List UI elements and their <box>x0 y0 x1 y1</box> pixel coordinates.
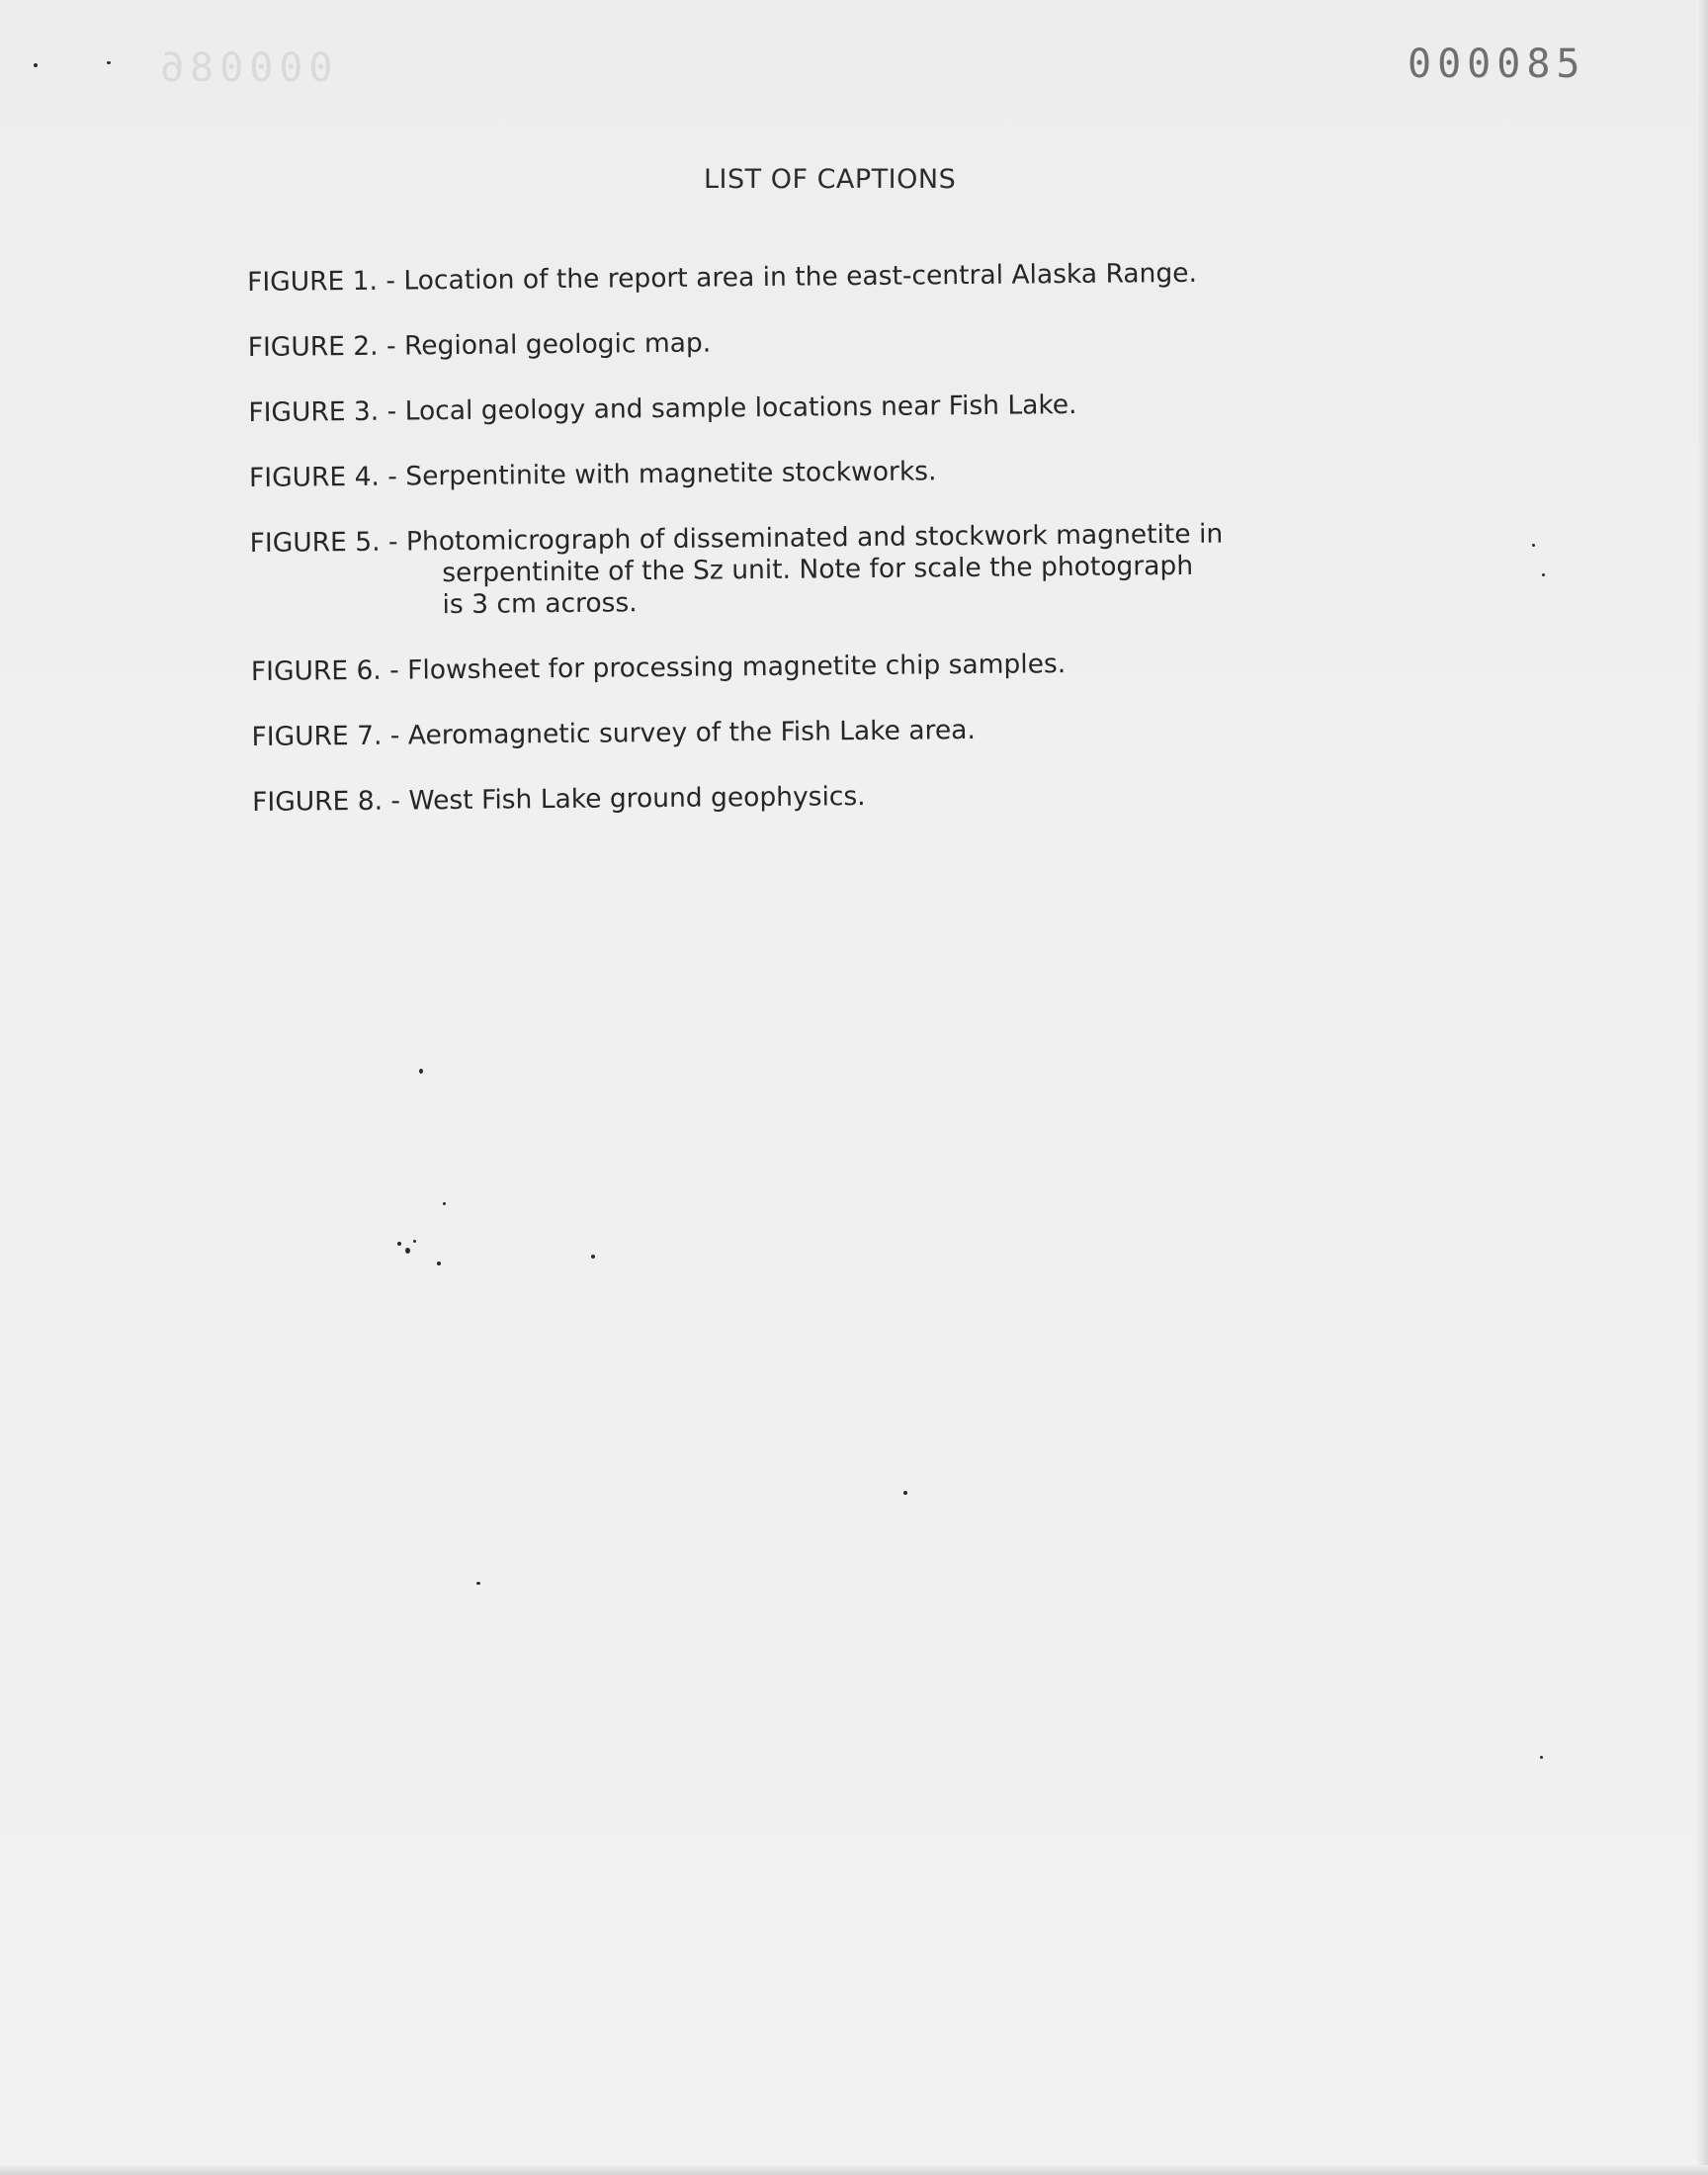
scan-speck <box>437 1262 441 1265</box>
caption-separator: - <box>377 265 404 297</box>
scan-speck <box>591 1255 595 1259</box>
caption-separator: - <box>380 526 407 558</box>
caption-item <box>250 516 1536 623</box>
scan-speck <box>419 1069 423 1074</box>
caption-text: Flowsheet for processing magnetite chip samples. <box>407 649 1067 686</box>
bleed-through-page-number: 000086 <box>154 45 333 91</box>
caption-separator: - <box>378 330 405 362</box>
page-edge-shadow <box>1696 0 1708 2175</box>
scan-speck <box>34 63 38 67</box>
caption-label: FIGURE 5. <box>249 526 381 559</box>
scan-speck <box>107 61 111 64</box>
caption-label: FIGURE 2. <box>247 330 379 363</box>
scan-speck <box>1532 544 1535 547</box>
caption-label: FIGURE 6. <box>250 654 382 687</box>
caption-item <box>247 255 1532 299</box>
caption-separator: - <box>382 785 409 817</box>
caption-separator: - <box>382 720 408 751</box>
page-title: LIST OF CAPTIONS <box>704 164 957 195</box>
caption-separator: - <box>379 461 406 492</box>
caption-text: Local geology and sample locations near Fish Lake. <box>404 389 1077 427</box>
scan-speck <box>413 1240 416 1243</box>
scan-speck <box>405 1248 410 1254</box>
scan-speck <box>1540 1756 1543 1759</box>
caption-item <box>248 320 1533 364</box>
caption-list <box>247 255 1538 852</box>
scan-speck <box>443 1202 446 1205</box>
caption-text: West Fish Lake ground geophysics. <box>408 781 866 817</box>
caption-item <box>248 386 1533 429</box>
scan-speck <box>397 1242 401 1246</box>
page-bottom-edge <box>0 2165 1708 2175</box>
caption-line: serpentinite of the Sz unit. Note for scale the photograph <box>442 550 1194 589</box>
caption-text: Location of the report area in the east-central Alaska Range. <box>403 257 1198 297</box>
caption-item <box>249 451 1534 494</box>
caption-item <box>251 645 1536 688</box>
caption-line: Photomicrograph of disseminated and stockwork magnetite in <box>405 518 1224 558</box>
caption-text: Regional geologic map. <box>403 327 712 362</box>
caption-item <box>251 709 1536 752</box>
scan-speck <box>476 1582 480 1585</box>
caption-label: FIGURE 3. <box>248 395 380 428</box>
caption-separator: - <box>381 654 408 686</box>
caption-label: FIGURE 1. <box>247 265 379 298</box>
caption-separator: - <box>379 395 405 427</box>
caption-line: is 3 cm across. <box>442 587 638 621</box>
caption-text <box>406 519 1224 622</box>
caption-text: Serpentinite with magnetite stockworks. <box>405 456 937 492</box>
caption-label: FIGURE 4. <box>248 461 381 493</box>
scan-speck <box>1542 573 1545 576</box>
caption-label: FIGURE 8. <box>252 785 384 818</box>
caption-text: Aeromagnetic survey of the Fish Lake area. <box>407 714 977 751</box>
caption-item <box>252 774 1537 818</box>
scan-speck <box>903 1491 907 1495</box>
page-number: 000085 <box>1408 42 1586 87</box>
caption-label: FIGURE 7. <box>251 720 383 752</box>
